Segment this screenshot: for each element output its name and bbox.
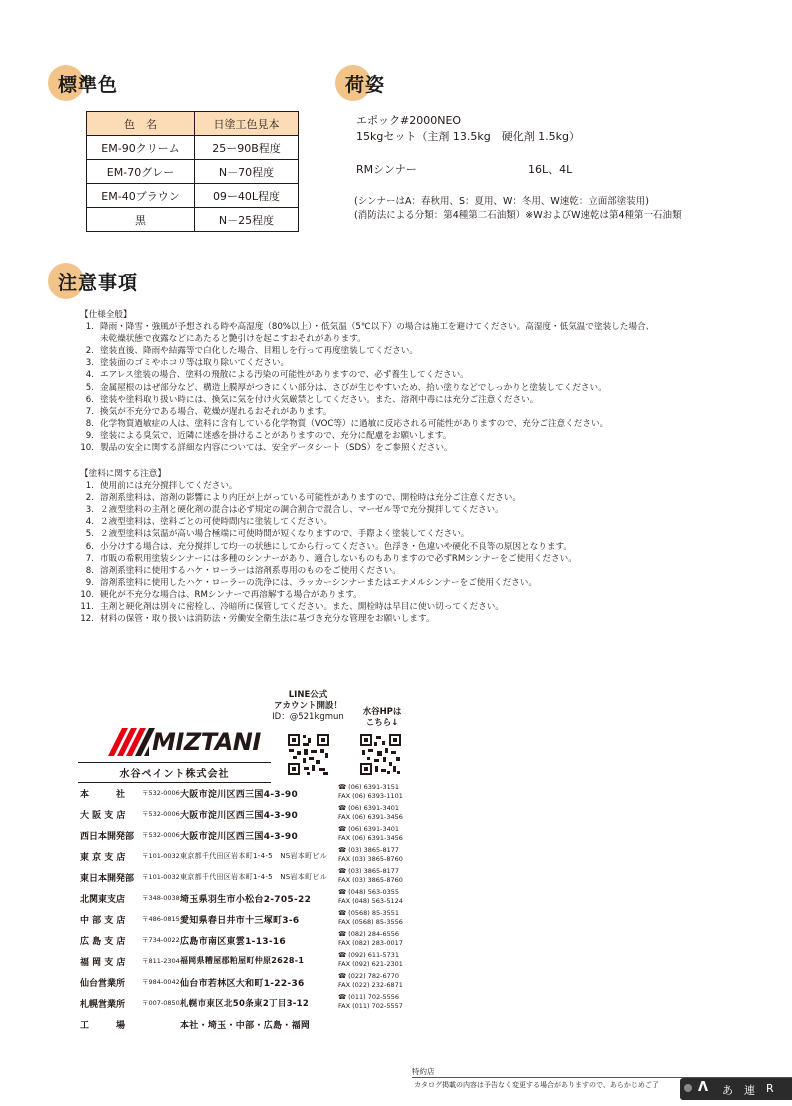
list-item	[74, 589, 577, 601]
office-address: 東京都千代田区岩本町1-4-5 NS岩本町ビル	[180, 852, 327, 860]
office-fax: FAX (06) 6391-3456	[338, 812, 403, 821]
office-name: 仙台営業所	[80, 979, 126, 989]
office-zip: 〒007-0850	[142, 999, 180, 1007]
item-number: 4.	[85, 517, 94, 528]
table-header-row	[87, 112, 299, 136]
list-item	[74, 357, 654, 369]
list-item	[74, 406, 654, 418]
office-address: 大阪市淀川区西三国4-3-90	[180, 811, 299, 821]
color-name-cell: EM-90クリーム	[87, 136, 195, 160]
general-notes	[74, 309, 654, 454]
ime-logo-icon: Λ	[698, 1080, 709, 1095]
item-number: 1.	[85, 322, 94, 333]
item-text: 溶剤系塗料に使用するハケ・ローラーは溶剤系専用のものをご使用ください。	[100, 565, 401, 576]
office-fax: FAX (048) 563-5124	[338, 896, 403, 905]
table-row	[87, 136, 299, 160]
column-header: 日塗工色見本	[195, 112, 299, 136]
office-contact	[338, 972, 403, 989]
item-text: 化学物質過敏症の人は、塗料に含有している化学物質（VOC等）に過敏に反応される可能性がありますので、充分ご注意ください。	[100, 418, 609, 429]
ime-extra-mode[interactable]: R	[766, 1082, 774, 1095]
office-row	[80, 804, 410, 827]
item-text: 使用前には充分撹拌してください。	[100, 481, 238, 492]
office-contact	[338, 888, 403, 905]
item-text: 材料の保管・取り扱いは消防法・労働安全衛生法に基づき充分な管理をお願いします。	[100, 614, 435, 625]
item-text: 小分けする場合は、充分撹拌して均一の状態にしてから行ってください。色浮き・色違いや硬化不良等の原因となります。	[100, 541, 572, 552]
item-number: 6.	[85, 541, 94, 552]
item-text: ２液型塗料は気温が高い場合極端に可使時間が短くなりますので、手際よく塗装してください。	[100, 529, 470, 540]
office-name: 札幌営業所	[80, 1000, 126, 1010]
office-row	[80, 888, 410, 911]
item-number: 7.	[85, 406, 94, 417]
list-item	[74, 553, 577, 565]
list-item	[74, 394, 654, 406]
list-item	[74, 613, 577, 625]
paint-notes	[74, 468, 577, 625]
office-contact	[338, 846, 403, 863]
office-contact	[338, 825, 403, 842]
office-name: 東日本開発部	[80, 874, 135, 884]
office-fax: FAX (082) 283-0017	[338, 938, 403, 947]
section-title: 注意事項	[58, 272, 139, 294]
item-continuation: 未乾燥状態で夜露などにあたると艶引けを起こすおそれがあります。	[100, 334, 366, 345]
office-tel: ☎ (03) 3865-8177	[338, 867, 400, 875]
item-text: エアレス塗装の場合、塗料の飛散による汚染の可能性がありますので、必ず養生してください。	[100, 370, 469, 381]
office-row	[80, 993, 410, 1016]
office-row	[80, 951, 410, 974]
office-fax: FAX (0568) 85-3556	[338, 917, 403, 926]
item-text: 換気が不充分である場合、乾燥が遅れるおそれがあります。	[100, 406, 332, 417]
office-zip: 〒486-0815	[142, 915, 180, 923]
thinner-name: RMシンナー	[356, 163, 417, 176]
office-tel: ☎ (0568) 85-3551	[338, 909, 400, 917]
list-item	[74, 516, 577, 528]
office-tel: ☎ (082) 284-6556	[338, 930, 400, 938]
office-address: 愛知県春日井市十三塚町3-6	[180, 916, 300, 926]
office-tel: ☎ (011) 702-5556	[338, 993, 400, 1001]
office-zip: 〒532-0006	[142, 810, 180, 818]
company-name: 水谷ペイント株式会社	[78, 762, 271, 783]
office-fax: FAX (022) 232-6871	[338, 980, 403, 989]
qr-code-icon	[287, 733, 330, 776]
item-number: 6.	[85, 394, 94, 405]
office-zip: 〒101-0032	[142, 852, 180, 860]
list-item	[74, 492, 577, 504]
list-item	[74, 418, 654, 430]
line-label-1: LINE公式	[288, 690, 328, 700]
office-tel: ☎ (03) 3865-8177	[338, 846, 400, 854]
section-title: 標準色	[58, 74, 119, 96]
list-item	[74, 442, 654, 454]
thinner-note: (シンナーはA：春秋用、S：夏用、W：冬用、W速乾：立面部塗装用)	[354, 196, 649, 207]
notes-header: 【仕様全般】	[80, 310, 132, 320]
logo-wordmark: MIZTANI	[152, 728, 261, 756]
item-text: 降雨・降雪・強風が予想される時や高湿度（80%以上）・低気温（5℃以下）の場合は施工を避けてください。高湿度・低気温で塗装した場合、	[100, 322, 655, 333]
office-row	[80, 825, 410, 848]
office-fax: FAX (03) 3865-8760	[338, 854, 403, 863]
item-number: 10.	[80, 589, 94, 600]
color-name-cell: EM-40ブラウン	[87, 184, 195, 208]
office-contact	[338, 993, 403, 1010]
office-tel: ☎ (06) 6391-3401	[338, 825, 400, 833]
hp-label-2: こちら↓	[365, 718, 399, 728]
product-set: 15kgセット（主剤 13.5kg 硬化剤 1.5kg）	[356, 130, 581, 143]
item-number: 9.	[85, 577, 94, 588]
hp-label-1: 水谷HPは	[362, 707, 402, 717]
item-number: 1.	[85, 481, 94, 492]
office-fax: FAX (03) 3865-8760	[338, 875, 403, 884]
line-label-3: ID：@521kgmun	[272, 712, 344, 722]
list-item	[74, 369, 654, 381]
office-address: 広島市南区東雲1-13-16	[180, 937, 286, 947]
item-text: 溶剤系塗料に使用したハケ・ローラーの洗浄には、ラッカーシンナーまたはエナメルシンナーをご使用ください。	[100, 577, 537, 588]
list-item	[74, 504, 577, 516]
item-number: 3.	[85, 358, 94, 369]
item-number: 3.	[85, 505, 94, 516]
standard-color-table	[86, 111, 299, 232]
item-text: 塗装や塗料取り扱い時には、換気に気を付け火気厳禁としてください。また、溶剤中毒には充分ご注意ください。	[100, 394, 539, 405]
office-row	[80, 909, 410, 932]
office-name: 東 京 支 店	[80, 853, 126, 863]
list-item	[74, 601, 577, 613]
office-row	[80, 930, 410, 953]
office-address: 埼玉県羽生市小松台2-705-22	[180, 895, 312, 905]
item-number: 2.	[85, 346, 94, 357]
office-tel: ☎ (06) 6391-3151	[338, 783, 400, 791]
list-item	[74, 565, 577, 577]
office-zip: 〒811-2304	[142, 957, 180, 965]
office-name: 広 島 支 店	[80, 937, 126, 947]
table-row	[87, 208, 299, 232]
fire-law-note: (消防法による分類：第4種第二石油類）※WおよびW速乾は第4種第一石油類	[354, 210, 682, 221]
product-name: エポック#2000NEO	[356, 114, 462, 127]
item-number: 12.	[80, 614, 94, 625]
office-tel: ☎ (06) 6391-3401	[338, 804, 400, 812]
item-number: 8.	[85, 418, 94, 429]
hp-label	[352, 707, 412, 729]
office-fax: FAX (06) 6393-1101	[338, 791, 403, 800]
office-tel: ☎ (022) 782-6770	[338, 972, 400, 980]
item-number: 4.	[85, 370, 94, 381]
office-address: 大阪市淀川区西三国4-3-90	[180, 790, 299, 800]
ime-input-mode[interactable]: あ	[722, 1084, 733, 1097]
ime-grip-icon[interactable]	[684, 1084, 692, 1092]
item-number: 2.	[85, 493, 94, 504]
list-item	[74, 345, 654, 357]
color-sample-cell: 25ー90B程度	[195, 136, 299, 160]
ime-conversion-mode[interactable]: 連	[744, 1084, 755, 1097]
item-text: ２液型塗料は、塗料ごとの可使時間内に塗装してください。	[100, 517, 333, 528]
item-text: 塗装直後、降雨や結露等で白化した場合、目粗しを行って再度塗装してください。	[100, 346, 418, 357]
notes-header: 【塗料に関する注意】	[80, 469, 166, 479]
office-tel: ☎ (048) 563-0355	[338, 888, 400, 896]
color-sample-cell: N－25程度	[195, 208, 299, 232]
office-name: 福 岡 支 店	[80, 958, 126, 968]
item-number: 8.	[85, 565, 94, 576]
office-fax: FAX (06) 6391-3456	[338, 833, 403, 842]
office-name: 中 部 支 店	[80, 916, 126, 926]
office-zip: 〒734-0022	[142, 936, 180, 944]
catalog-notice: カタログ掲載の内容は予告なく変更する場合がありますので、あらかじめご了	[414, 1081, 659, 1089]
dealer-label: 特約店	[412, 1067, 435, 1076]
office-zip: 〒101-0032	[142, 873, 180, 881]
office-fax: FAX (092) 621-2301	[338, 959, 403, 968]
office-contact	[338, 909, 403, 926]
miztani-logo	[108, 726, 273, 758]
item-text: ２液型塗料の主剤と硬化剤の混合は必ず規定の調合割合で混合し、マーゼル等で充分撹拌してください。	[100, 505, 504, 516]
list-item	[74, 382, 654, 394]
thinner-sizes: 16L、4L	[528, 163, 573, 176]
item-number: 10.	[80, 443, 94, 454]
office-fax: FAX (011) 702-5557	[338, 1001, 403, 1010]
color-name-cell: EM-70グレー	[87, 160, 195, 184]
office-contact	[338, 804, 403, 821]
office-address: 福岡県糟屋郡粕屋町仲原2628-1	[180, 956, 305, 965]
line-qr-code[interactable]	[287, 733, 330, 776]
list-item	[74, 577, 577, 589]
list-item	[74, 480, 577, 492]
office-tel: ☎ (092) 611-5731	[338, 951, 400, 959]
item-text: 塗装面のゴミやホコリ等は取り除いてください。	[100, 358, 290, 369]
office-row	[80, 783, 410, 806]
office-contact	[338, 783, 403, 800]
section-title: 荷姿	[345, 74, 386, 96]
item-number: 11.	[80, 602, 94, 613]
item-text: 主剤と硬化剤は別々に密栓し、冷暗所に保管してください。また、開栓時は早目に使い切ってください。	[100, 602, 504, 613]
qr-code-icon	[359, 733, 402, 776]
office-name: 西日本開発部	[80, 832, 135, 842]
line-label-2: アカウント開設！	[274, 701, 342, 711]
color-sample-cell: N－70程度	[195, 160, 299, 184]
office-name: 本 社	[80, 790, 126, 800]
item-number: 9.	[85, 430, 94, 441]
office-name: 北関東支店	[80, 895, 126, 905]
office-contact	[338, 951, 403, 968]
item-text: 塗装による臭気で、近隣に迷惑を掛けることがありますので、充分に配慮をお願いします。	[100, 430, 452, 441]
office-name: 大 阪 支 店	[80, 811, 126, 821]
item-text: 溶剤系塗料は、溶剤の影響により内圧が上がっている可能性がありますので、開栓時は充分ご注意ください。	[100, 493, 521, 504]
office-address: 札幌市東区北50条東2丁目3-12	[180, 999, 310, 1009]
item-text: 硬化が不充分な場合は、RMシンナーで再溶解する場合があります。	[100, 589, 362, 600]
ime-toolbar[interactable]	[680, 1078, 792, 1100]
office-row	[80, 867, 410, 890]
office-address: 東京都千代田区岩本町1-4-5 NS岩本町ビル	[180, 873, 327, 881]
list-item	[74, 321, 654, 333]
list-item	[74, 528, 577, 540]
office-zip: 〒532-0006	[142, 831, 180, 839]
item-text: 市販の希釈用塗装シンナーには多種のシンナーがあり、適合しないものもありますので必ずRMシンナーをご使用ください。	[100, 553, 577, 564]
website-qr-code[interactable]	[359, 733, 402, 776]
office-contact	[338, 867, 403, 884]
office-row	[80, 972, 410, 995]
office-zip: 〒984-0042	[142, 978, 180, 986]
color-name-cell: 黒	[87, 208, 195, 232]
office-address: 大阪市淀川区西三国4-3-90	[180, 832, 299, 842]
table-row	[87, 184, 299, 208]
factory-label: 工 場	[80, 1021, 126, 1031]
item-number: 5.	[85, 382, 94, 393]
office-address: 仙台市若林区大和町1-22-36	[180, 979, 305, 989]
office-row	[80, 846, 410, 869]
column-header: 色 名	[87, 112, 195, 136]
color-sample-cell: 09ー40L程度	[195, 184, 299, 208]
office-zip: 〒348-0038	[142, 894, 180, 902]
list-item	[74, 541, 577, 553]
office-zip: 〒532-0006	[142, 789, 180, 797]
office-contact	[338, 930, 403, 947]
list-item	[74, 430, 654, 442]
item-text: 金属屋根のはぜ部分など、構造上膜厚がつきにくい部分は、さびが生じやすいため、拾い塗りなどでしっかりと塗装してください。	[100, 382, 607, 393]
item-text: 製品の安全に関する詳細な内容については、安全データシート（SDS）をご参照ください。	[100, 443, 453, 454]
item-number: 5.	[85, 529, 94, 540]
factory-list: 本社・埼玉・中部・広島・福岡	[180, 1021, 311, 1031]
item-number: 7.	[85, 553, 94, 564]
line-account-label	[266, 690, 350, 723]
factory-row	[80, 1017, 410, 1037]
table-row	[87, 160, 299, 184]
